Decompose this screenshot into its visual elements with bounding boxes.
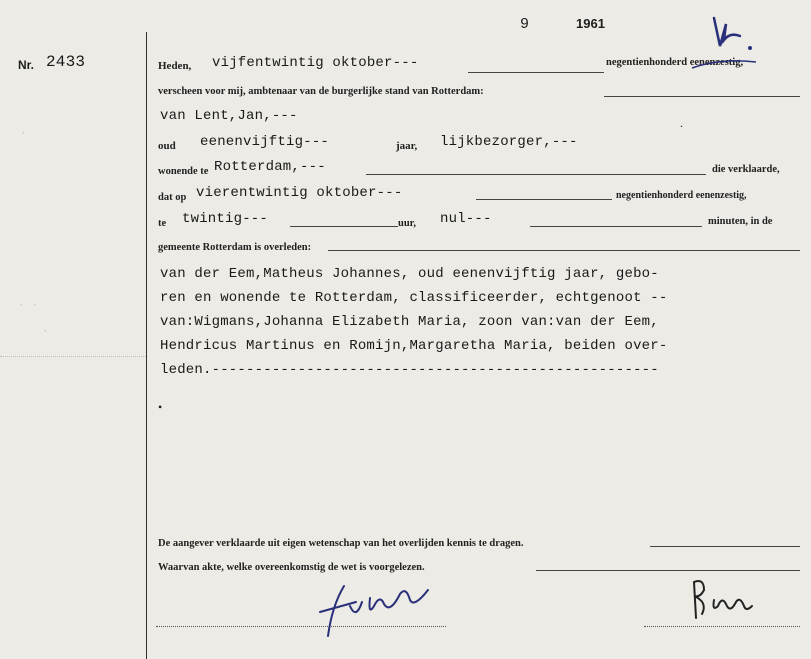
dot-mark: .: [680, 116, 683, 130]
dot-mark: •: [158, 400, 163, 414]
fill-line: [536, 570, 800, 571]
name-value: van Lent,Jan,---: [160, 108, 298, 124]
fill-line: [328, 250, 800, 251]
nr-label: Nr.: [18, 58, 35, 72]
body-line: ren en wonende te Rotterdam, classificeerder, echtgenoot --: [160, 290, 668, 306]
initial-mark-icon: [700, 10, 760, 58]
fill-line: [290, 226, 398, 227]
te-label: te: [158, 218, 167, 229]
bleed-through-text: · ·: [18, 300, 38, 312]
heden-label: Heden,: [158, 60, 192, 72]
minutes-value: nul---: [440, 211, 492, 227]
margin-line: [0, 356, 146, 357]
bleed-through-text: ·: [20, 128, 27, 140]
margin-rule: [146, 32, 147, 659]
fill-line: [650, 546, 800, 547]
gemeente-label: gemeente Rotterdam is overleden:: [158, 242, 312, 253]
fill-line: [530, 226, 702, 227]
fill-line: [604, 96, 800, 97]
aangever-text: De aangever verklaarde uit eigen wetenschap van het overlijden kennis te dragen.: [158, 538, 524, 549]
waarvan-text: Waarvan akte, welke overeenkomstig de wet is voorgelezen.: [158, 562, 425, 573]
body-line: van:Wigmans,Johanna Elizabeth Maria, zoon van:van der Eem,: [160, 314, 659, 330]
declarant-signature-icon: [310, 576, 440, 644]
wonende-label: wonende te: [158, 166, 209, 177]
city-value: Rotterdam,---: [214, 159, 326, 175]
occupation-value: lijkbezorger,---: [440, 134, 578, 150]
strike-mark-icon: [690, 56, 760, 72]
page-number: 9: [520, 16, 530, 33]
fill-line: [366, 174, 706, 175]
verscheen-label: verscheen voor mij, ambtenaar van de burgerlijke stand van Rotterdam:: [158, 86, 484, 97]
hour-value: twintig---: [182, 211, 269, 227]
century-label: negentienhonderd eenenzestig,: [606, 57, 744, 68]
body-line: van der Eem,Matheus Johannes, oud eenenvijftig jaar, gebo-: [160, 266, 659, 282]
fill-line: [476, 199, 612, 200]
nr-value: 2433: [46, 53, 86, 71]
oud-label: oud: [158, 140, 176, 152]
verklaarde-label: die verklaarde,: [712, 164, 780, 175]
date-value: vierentwintig oktober---: [196, 185, 403, 201]
body-line: leden.----------------------------------------------------: [160, 362, 659, 378]
datop-label: dat op: [158, 192, 187, 203]
fill-line: [468, 72, 604, 73]
bleed-through-text: ·: [42, 326, 49, 338]
jaar-label: jaar,: [396, 140, 418, 152]
century2-label: negentienhonderd eenenzestig,: [616, 190, 747, 201]
year: 1961: [576, 16, 605, 31]
heden-value: vijfentwintig oktober---: [212, 55, 419, 71]
minuten-label: minuten, in de: [708, 216, 773, 227]
age-value: eenenvijftig---: [200, 134, 330, 150]
uur-label: uur,: [398, 218, 417, 229]
body-line: Hendricus Martinus en Romijn,Margaretha Maria, beiden over-: [160, 338, 668, 354]
official-signature-icon: [682, 572, 762, 628]
